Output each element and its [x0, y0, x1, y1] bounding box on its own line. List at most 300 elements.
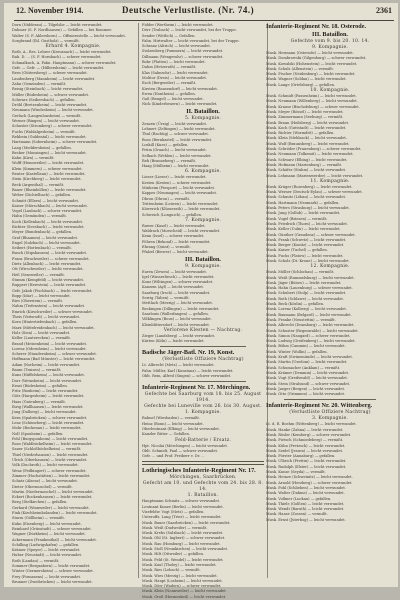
list-entry: Reuter (Kastellaun) — leicht verwundet. — [12, 172, 86, 177]
list-entry: Musk. Lorenz (Kolberg) — leicht verwundet. — [266, 307, 348, 312]
list-entry: Musk. Arnold (Herzberg) — schwer verwundet. — [266, 480, 353, 485]
list-entry: Kanzem (Ayl) — leicht verwundet. — [142, 285, 204, 290]
subsection-heading: 1. Kompagnie. — [184, 410, 222, 416]
list-entry: Beckingen (Dillingen) — leicht verwundet. — [142, 306, 220, 311]
list-entry: Musk. Schröder (Frauenburg) — schwer verwundet. — [266, 147, 362, 152]
subsection-heading: 6. Kompagnie. — [184, 169, 222, 175]
section-heading: II. Bataillon. — [186, 107, 220, 115]
subsection-heading: 9. Kompagnie. — [184, 263, 222, 269]
list-entry: Lenz (Schöneberg) — leicht verwundet. — [12, 420, 85, 425]
list-entry: Marx (Mittelreidenbach) — leicht verwundet. — [12, 325, 95, 330]
list-entry: Sauer (Schloßböckelheim) — vermißt. — [12, 447, 82, 452]
list-entry: Volk (Duchroth) — leicht verwundet. — [12, 463, 79, 468]
list-entry: Thul (Rachtig) — schwer verwundet. — [142, 132, 209, 137]
list-entry: Baum (Traisen) — vermißt. — [12, 368, 62, 372]
list-entry: Musk. Schumacher (Anklam) — vermißt. — [266, 365, 341, 370]
list-entry: Keller (Lauterecken) — vermißt. — [12, 336, 71, 341]
list-entry: Musk. Martin (Usedom) — leicht verwundet. — [266, 360, 348, 365]
header-title — [122, 5, 254, 15]
list-entry: Hauptmann Schmitz — schwer verwundet. — [142, 499, 221, 504]
list-entry: Dröhl (Bretzenheim) — leicht verwundet. — [12, 103, 88, 108]
page-header — [4, 3, 398, 19]
list-entry: Musk. Walter (Dahme) — leicht verwundet. — [266, 491, 345, 496]
subsection-heading: 11. Kompagnie. — [310, 178, 350, 184]
list-entry: Weber (Dichtelbach) — gefallen. — [12, 193, 72, 198]
list-entry: Kürten (Köln) — leicht verwundet. — [142, 339, 205, 344]
list-entry: Zimmer (Hochstätten) — leicht verwundet. — [12, 473, 91, 478]
list-entry: Völklingen (Bous) — leicht verwundet. — [142, 317, 212, 322]
list-entry: Musk. Schwarz (Elbing) — leicht verwundet. — [266, 157, 348, 162]
list-entry: Musk. Ries (Lebach) — vermißt. — [142, 568, 201, 573]
list-entry: Dieter (Obermoschel) — vermißt. — [12, 484, 73, 489]
list-entry: Euren (Zewen) — leicht verwundet. — [142, 269, 207, 274]
list-entry: Zieger (Landsberg) — leicht verwundet. — [142, 333, 216, 338]
list-entry: Stolzenberg (Pommern) — leicht verwundet. — [142, 49, 224, 54]
list-entry: Noll (Sponheim) — gefallen. — [12, 431, 64, 436]
list-entry: Schmitt (Ellern) — leicht verwundet. — [12, 198, 80, 203]
column-3 — [266, 23, 394, 583]
list-entry: Lang (Meddersheim) — gefallen. — [12, 145, 72, 150]
list-entry: Musk. Krause (Bischofsburg) — schwer verwundet. — [266, 104, 360, 109]
subsection-heading: Verlorene Klesten — Nachtrag. — [163, 327, 243, 333]
list-entry: Musk. Franke (Neustettin) — vermißt. — [266, 317, 336, 322]
list-entry: Musk. Förster (Annaburg) — gefallen. — [266, 454, 336, 459]
header-page-number: 2361 — [376, 6, 392, 15]
list-entry: Musk. Stein (Stralsund) — schwer verwundet. — [266, 381, 351, 386]
list-entry: Sommer (Bergzabern) — leicht verwundet. — [12, 563, 91, 568]
list-entry: Oblt. Schmidt, Paul — schwer verwundet. — [142, 448, 219, 453]
list-entry: Schranz (Altrich) — leicht verwundet. — [142, 44, 211, 49]
list-entry: Kunz (Hüffelsheim) — leicht verwundet. — [12, 373, 86, 378]
list-entry: Musk. Krüger (Rosenberg) — leicht verwundet. — [266, 184, 353, 189]
list-entry: Fuchs (Waldalgesheim) — vermißt. — [12, 129, 76, 134]
newspaper-page — [4, 3, 398, 599]
list-entry: Vizefeldw. Vogt (Metz) — gefallen. — [142, 510, 205, 514]
list-entry: Vogel (Laubach) — schwer verwundet. — [12, 209, 83, 214]
list-entry: Musk. Jäger (Bütow) — leicht verwundet. — [266, 280, 342, 285]
list-entry: Brand (Meisenheim) — leicht verwundet. — [12, 341, 88, 346]
list-entry: Dillmann (Wengerohr) — schwer verwundet. — [142, 54, 224, 59]
list-entry: Loskill (Kues) — gefallen. — [142, 142, 189, 147]
list-entry: Haas (Gutenberg) — vermißt. — [12, 399, 67, 404]
list-entry: Nick (Kinderbeuern) — leicht verwundet. — [142, 102, 218, 107]
list-entry: Musk. Kühn (Pretzsch) — leicht verwundet. — [266, 443, 346, 448]
list-entry: Zahn (Gemünden) — vermißt. — [12, 81, 67, 86]
list-entry: Rees (Güttersberg) — schwer verwundet. — [12, 71, 88, 76]
subsection-heading: 7. Kompagnie. — [184, 217, 222, 223]
list-entry: Musk. Rudolph (Elster) — leicht verwundet. — [266, 464, 347, 469]
section-rule — [160, 346, 246, 347]
list-entry: Graf (Rhaunen) — leicht verwundet. — [12, 235, 79, 240]
subsection-heading: 12. Kompagnie. — [310, 264, 350, 270]
list-entry: Musk. Hermann (Osterode) — leicht verwundet. — [266, 51, 354, 55]
list-entry: Musk. Dombrowski (Gilgenburg) — schwer verwundet. — [266, 56, 367, 61]
list-entry: Sender (Wittlich) — Gefallen. — [142, 33, 196, 38]
list-entry: Frey (Pirmasens) — leicht verwundet. — [12, 574, 82, 579]
list-entry: Haag (Mülheim) — leicht verwundet. — [142, 164, 210, 169]
list-entry: Selbach (Wehlen) — leicht verwundet. — [142, 153, 212, 158]
list-entry: Kesten (Kesten) — schwer verwundet. — [142, 180, 212, 185]
list-entry: Gefr. — Gefr. — (Hilbersheim) — leicht verwundet. — [12, 66, 105, 71]
list-entry: Stumm (Kempfeld) — leicht verwundet. — [12, 277, 85, 282]
list-entry: Musk. Haupt (Losheim) — leicht verwundet. — [142, 578, 223, 583]
list-entry: Musk. Wies (Merzig) — leicht verwundet. — [142, 573, 218, 578]
list-entry: Igel (Wasserliesch) — leicht verwundet. — [142, 274, 215, 279]
list-entry: Emrich (Kirschweiler) — schwer verwundet. — [12, 309, 93, 314]
section-heading: Lothringisches Infanterie-Regiment Nr. 17. — [142, 467, 256, 475]
list-entry: Götz (Hargesheim) — leicht verwundet. — [12, 394, 85, 399]
list-entry: Musk. Ludwig (Greifenberg) — leicht verwundet. — [266, 339, 356, 344]
list-entry: Konz (Wiltingen) — schwer verwundet. — [142, 280, 214, 285]
header-issue: (Nr. 74.) — [218, 5, 255, 15]
list-entry: Musk. Schmidt (Passenheim) — leicht verwundet. — [266, 94, 357, 99]
list-entry: Musk. Hofmann (Marienburg) — vermißt. — [266, 162, 343, 167]
list-entry: Musk. Vogt (Greifswald) — leicht verwundet. — [266, 376, 348, 381]
list-entry: Mettlach (Merzig) — leicht verwundet. — [142, 301, 213, 306]
list-entry: Musk. Weiß (Rummelsburg) — leicht verwundet. — [266, 275, 355, 280]
subsection-heading: 9. Kompagnie. — [311, 45, 349, 50]
list-entry: Hartmann (Sobernheim) — schwer verwundet. — [12, 140, 98, 145]
list-entry: Sturm (Göllheim) — vermißt. — [12, 516, 65, 521]
list-entry: Ruppert (Herrstein) — leicht verwundet. — [12, 283, 87, 288]
list-entry: Jung (Dalberg) — leicht verwundet. — [12, 410, 77, 415]
list-entry: Fidder (Wertheim) — leicht verwundet. — [142, 23, 214, 27]
list-entry: Nahm (Tiefenstein) — leicht verwundet. — [12, 304, 86, 309]
list-entry: Reinhard (Grünstadt) — schwer verwundet. — [12, 526, 92, 531]
list-entry: Hoffmann (Bad Münster) — leicht verwundet. — [12, 357, 96, 362]
list-entry: Stein (Kirchberg) — leicht verwundet. — [12, 177, 82, 182]
list-entry: Musk. Jaeger (Bergen) — leicht verwundet. — [266, 386, 346, 391]
list-entry: Huber (Neustadt) — leicht verwundet. — [12, 553, 83, 558]
list-entry: Winter (Germersheim) — schwer verwundet. — [12, 569, 94, 574]
list-entry: Musk. Hanke (Zahna) — leicht verwundet. — [266, 427, 344, 432]
list-entry: Dorr (Weinsheim) — leicht verwundet. — [12, 378, 83, 383]
list-entry: Kanzler Ritter — Gefallen. — [142, 432, 190, 437]
list-entry: Musk. Frank (Schwetz) — leicht verwundet. — [266, 237, 347, 242]
list-entry: Reh (Brauneberg) — vermißt. — [142, 158, 197, 163]
list-entry: Musk. Berger (Konitz) — leicht verwundet. — [266, 243, 345, 248]
list-entry: Musk. Krämer (Demmin) — leicht verwundet. — [266, 370, 350, 375]
list-entry: Eckert (Rockenhausen) — leicht verwundet. — [12, 495, 93, 500]
subsection-heading: Gefechte vom 9. bis 20. 10. 14. — [290, 39, 370, 44]
list-entry: Becker (Monzingen) — leicht verwundet. — [12, 150, 87, 155]
subsection-heading: Mörchingen, Saarbrücken. — [169, 475, 237, 481]
list-entry: Boos (Bernkastel) — leicht verwundet. — [142, 137, 213, 142]
column-divider-1 — [138, 23, 139, 578]
list-entry: Esch (Bergweiler) — vermißt. — [142, 81, 197, 86]
header-date: 12. November 1914. — [16, 6, 84, 15]
list-entry: Musk. Ohl (St. Ingbert) — schwer verwundet. — [142, 536, 226, 541]
list-entry: Ott (Wirschweiler) — leicht verwundet. — [12, 267, 84, 272]
list-entry: Minheim (Piesport) — leicht verwundet. — [142, 186, 216, 191]
list-entry: Musk. Ulbrich (Prettin) — leicht verwundet. — [266, 459, 347, 464]
list-entry: Korn (Hintertiefenbach) — gefallen. — [12, 320, 78, 325]
list-entry: Musk. Seidel (Jessen) — leicht verwundet. — [266, 448, 344, 453]
list-entry: Gerhard (Winnweiler) — leicht verwundet. — [12, 505, 90, 510]
list-entry: Beck (Argenthal) — vermißt. — [12, 182, 65, 187]
section-heading: Infanterie-Regiment Nr. 18. Osterode. — [266, 23, 367, 30]
list-entry: Thiel (Niederhausen) — leicht verwundet. — [12, 452, 89, 457]
list-entry: Schatz (Alsenz) — leicht verwundet. — [12, 479, 78, 484]
list-entry: Lieser (Lieser) — leicht verwundet. — [142, 175, 207, 180]
column-2 — [142, 23, 264, 599]
list-entry: Musk. Kaiser (Tuchel) — gefallen. — [266, 248, 328, 253]
list-entry: Musk. Heinze (Schweinitz) — leicht verwundet. — [266, 475, 353, 480]
list-entry: Roth (Landau) — vermißt. — [12, 558, 60, 563]
list-entry: Rehbein (Guldental) — leicht verwundet. — [12, 134, 87, 139]
list-entry: Musk. Klein (Nonnweiler) — leicht verwundet. — [142, 589, 227, 594]
list-entry: Oberleutnant (Elbing) — leicht verwundet. — [142, 426, 220, 431]
list-entry: Musk. Ernst (Jüterbog) — leicht verwundet. — [266, 517, 346, 522]
list-entry: Musk. Schäfer (Stuhm) — leicht verwundet. — [266, 168, 347, 173]
subsection-heading: (Verlustliste Offiziere Nachtrag) — [289, 410, 371, 416]
list-entry: Musk. Möller (Schlochau) — vermißt. — [266, 270, 335, 275]
list-entry: Musk. Kunze (Seyda) — vermißt. — [266, 470, 326, 475]
subsection-heading: 10. Kompagnie. — [310, 88, 350, 94]
list-entry: Musk. Rau (Homburg) — leicht verwundet. — [142, 541, 221, 546]
list-entry: Rotb, A., Res. Lehrer (Kreuznach) — leicht verwundet. — [12, 50, 112, 55]
list-entry: Musk. Peters (Strasburg) — leicht verwundet. — [266, 206, 350, 211]
list-entry: Musk. Baumann (Belgard) — leicht verwundet. — [266, 312, 352, 317]
list-entry: Föhren (Bekond) — leicht verwundet. — [142, 239, 211, 244]
list-entry: Musk. Keller (Culm) — leicht verwundet. — [266, 227, 341, 232]
list-entry: Müller (Rüdesheim) — schwer verwundet. — [12, 92, 90, 97]
list-entry: Musk. Neumann (Tolkemit) — leicht verwundet. — [266, 152, 354, 157]
subsection-heading: Gefechte bei Saarburg vom 18. bis 25. August 1914. — [144, 392, 262, 404]
list-entry: Kuhn (Eisenberg) — leicht verwundet. — [12, 521, 82, 526]
list-entry: Dorn (Nidderau) — Tilgelslie — leicht verwundet. — [12, 23, 103, 27]
list-entry: Klas (Salmrohr) — leicht verwundet. — [142, 70, 209, 75]
list-entry: Sorgbrand (Ihl. Gustholz) — vermißt. — [12, 38, 80, 43]
list-entry: Dörr (Trabach) — leicht verwundet, bei der Truppe. — [142, 28, 237, 33]
column-1 — [12, 23, 134, 583]
subsection-heading: Gefechte bei Luneville vom 26. bis 30. August. — [144, 404, 262, 410]
list-entry: Brunner (Zweibrücken) — leicht verwundet. — [12, 579, 93, 584]
list-entry: Musk. Braun (Heilsberg) — leicht verwundet. — [266, 120, 350, 125]
list-entry: Ernst (Rüdesheim) — gefallen. — [12, 383, 68, 388]
header-rule — [14, 20, 394, 21]
list-entry: Adam (Norheim) — leicht verwundet. — [12, 362, 81, 367]
list-entry: Musk. Groß (Hermeskeil) — leicht verwundet. — [142, 594, 227, 599]
list-entry: Hpt. Nicolai (Mörchingen) — leicht verwundet. — [142, 443, 228, 448]
list-entry: Koch (Kellenbach) — leicht verwundet. — [12, 219, 84, 224]
list-entry: Klein (Simmern) — schwer verwundet. — [12, 166, 83, 171]
list-entry: Musk. Dörr (Wadern) — schwer verwundet. — [142, 584, 222, 589]
list-entry: Theis (Veitsrodt) — leicht verwundet. — [12, 315, 81, 320]
list-entry: Leutnant Kunze (Berlin) — leicht verwundet. — [142, 504, 224, 509]
list-entry: Musk. Fuchs (Flatow) — leicht verwundet. — [266, 253, 344, 258]
list-entry: Wenz (Feilbingert) — schwer verwundet. — [12, 468, 87, 473]
subsection-heading: 3. Kompagnie. — [311, 416, 349, 422]
list-entry: Neumann (Windesheim) — leicht verwundet. — [12, 108, 94, 113]
list-entry: Musk. Rösler (Kemberg) — schwer verwundet. — [266, 433, 352, 437]
list-entry: Bauer (Rheinböllen) — leicht verwundet. — [12, 187, 87, 192]
subsection-heading: 1. Bataillon. — [187, 493, 219, 499]
list-entry: Musk. Richter (Wormditt) — gefallen. — [266, 131, 335, 136]
list-entry: Kleinblittersdorf — leicht verwundet. — [142, 322, 210, 327]
section-heading: Infanterie-Regiment Nr. 20. Wittenberg. — [266, 402, 373, 410]
list-entry: Fritz (Roxheim) — leicht verwundet. — [12, 389, 79, 394]
list-entry: Musk. Bauer (Saarbrücken) — leicht verwundet. — [142, 520, 231, 525]
list-entry: Berg (Dielkirchen) — gefallen. — [12, 500, 68, 505]
list-entry: Musk. Hartmann (Neumark) — gefallen. — [266, 200, 340, 205]
section-heading: Infanterie-Regiment Nr. 17. Mörchingen. — [142, 384, 251, 392]
list-entry: Kahn (Kirn) — vermißt. — [12, 156, 55, 161]
list-entry: Serrig (Taben) — vermißt. — [142, 296, 190, 301]
section-rule — [284, 399, 376, 400]
list-entry: Gaß (Bengel) — leicht verwundet. — [142, 97, 204, 102]
list-entry: Unteroffz. Lang (Trier) — leicht verwundet. — [142, 515, 222, 520]
list-entry: Laudenberg (Mannheim) — leicht verwundet. — [12, 76, 96, 81]
list-entry: Musk. Simon (Naugard) — schwer verwundet. — [266, 333, 351, 338]
list-entry: Fink (Kirchheimbolanden) — leicht verwundet. — [12, 511, 98, 516]
list-entry: Musk. Roth (Schlawe) — leicht verwundet. — [266, 296, 344, 301]
subsection-heading: Gefecht am 10. und Gefechte vom 24. bis 28. 8. 14. — [142, 481, 264, 493]
list-entry: Musk. Jung (Gollub) — leicht verwundet. — [266, 211, 341, 216]
list-entry: Franz (Bruchweiler) — schwer verwundet. — [12, 256, 90, 261]
list-entry: Musk. Winter (Wollin) — gefallen. — [266, 349, 328, 354]
list-entry: Köwerich (Klüsserath) — leicht verwundet. — [142, 207, 221, 212]
list-entry: Molitor (Dreis) — leicht verwundet. — [142, 75, 207, 80]
section-heading: Badische Jäger-Batl. Nr. 19, Konst. — [142, 349, 235, 357]
list-entry: Dietz (Allenbach) — leicht verwundet. — [12, 262, 82, 267]
list-entry: Musk. Albrecht (Dramburg) — leicht verwundet. — [266, 323, 355, 328]
list-entry: Schwarz (Seibersbach) — gefallen. — [12, 97, 76, 102]
list-entry: Musk. Stoll (Neunkirchen) — leicht verwundet. — [142, 547, 229, 552]
list-entry: Musk. Pietsch (Schmiedeberg) — vermißt. — [266, 438, 344, 443]
list-entry: Heß (Sensweiler) — vermißt. — [12, 272, 65, 277]
list-entry: Musk. Scholz (Dt.-Krone) — leicht verwundet. — [266, 258, 350, 263]
list-entry: Rab. D. ... (S. F. Hornbach) — schwer verwundet. — [12, 55, 102, 60]
list-entry: Busch (Stipshausen) — leicht verwundet. — [12, 251, 88, 256]
list-entry: Musk. Kaul (Tholey) — leicht verwundet. — [142, 562, 217, 567]
list-entry: Musk. Wolf (Braunsberg) — leicht verwundet. — [266, 141, 350, 146]
list-entry: Engel (Sulzbach) — leicht verwundet. — [12, 240, 81, 245]
list-entry: Musk. Feld (St. Wendel) — leicht verwundet. — [142, 557, 224, 562]
list-entry: Musk. Fischer (Neidenburg) — leicht verwundet. — [266, 72, 356, 77]
list-entry: Musk. Friedrich (Thorn) — leicht verwundet. — [266, 221, 348, 226]
list-entry: Kirsten (Bausendorf) — leicht verwundet. — [142, 86, 218, 91]
list-entry: Saarburg (Irsch) — leicht verwundet. — [142, 290, 211, 295]
list-entry: Roos (Waldböckelheim) — leicht verwundet. — [12, 442, 93, 447]
list-entry: Lt. d. R. Boehm (Wittenberg) — leicht verwundet. — [266, 422, 357, 427]
list-entry: Musk. Neumann (Willenberg) — leicht verwundet. — [266, 99, 358, 104]
list-entry: Musk. Hilt (Ottweiler) — gefallen. — [142, 552, 204, 557]
list-entry: Meyer (Bundenbach) — gefallen. — [12, 230, 73, 235]
subsection-heading: (Verlustliste Offiziere Nachtrag) — [162, 357, 244, 363]
list-entry: Kappes (Neumagen) — leicht verwundet. — [142, 191, 218, 196]
list-entry: Musk. Lange (Ortelsburg) — gefallen. — [266, 82, 336, 87]
list-entry: Ehrang (Quint) — vermißt. — [142, 244, 191, 249]
list-entry: Zenzen (Ürzig) — leicht verwundet. — [142, 121, 208, 126]
list-entry: Reisig (Steinbach) — leicht verwundet. — [12, 87, 84, 92]
section-rule — [142, 461, 264, 465]
list-entry: Scherer (Staudernheim) — schwer verwundet. — [12, 352, 97, 357]
header-title-text: Deutsche Verlustliste. — [122, 5, 216, 15]
list-entry: Gefr. ... und Prof. Freiherr v. Dr. ... — [142, 454, 205, 459]
list-entry: Musk. Schubert (Stolp) — leicht verwundet. — [266, 291, 347, 296]
list-entry: Musk. Meyer (Rössel) — leicht verwundet. — [266, 109, 344, 114]
list-entry: Dahmer (S. F. Nordhausen) — Gefallen — bei Rommee. — [12, 28, 113, 33]
list-entry: Seibert (Hottenbach) — vermißt. — [12, 246, 72, 251]
list-entry: Waldrach (Morscheid) — leicht verwundet. — [142, 229, 221, 234]
list-entry: Kenn (Issel) — schwer verwundet. — [142, 234, 205, 239]
list-entry: Martin (Niedermoschel) — leicht verwundet. — [12, 489, 94, 494]
list-entry: Ries (Oberstein) — vermißt. — [12, 299, 64, 304]
list-entry: Gerlach (Langenlonsheim) — vermißt. — [12, 113, 82, 118]
list-entry: Musk. Vogel (Briesen) — vermißt. — [266, 216, 328, 221]
list-entry: Musk. Lehmann (Marienwerder) — leicht verwundet. — [266, 173, 364, 178]
list-entry: Rahnel (Wiesbaden) — vermißt. — [142, 416, 201, 421]
list-entry: Musk. Böhm (Cammin) — leicht verwundet. — [266, 344, 346, 349]
list-entry: Richter (Seesbach) — leicht verwundet. — [12, 224, 85, 229]
list-entry: Fahn. Müller, Karl (Konstanz) — leicht verwundet. — [142, 368, 234, 373]
list-entry: Musk. Kraft (Swinemünde) — leicht verwundet. — [266, 355, 353, 360]
list-entry: Bohr (Platten) — leicht verwundet. — [142, 60, 206, 65]
list-entry: Lehnert (Zeltingen) — leicht verwundet. — [142, 127, 216, 132]
list-entry: Schweich (Longuich) — gefallen. — [142, 212, 203, 217]
list-entry: Musk. Zimmermann (Seeburg) — vermißt. — [266, 115, 344, 120]
list-entry: Schilling (Ludwigshafen) — gefallen. — [12, 542, 80, 547]
list-entry: Musk. Vollmer (Luckau) — gefallen. — [266, 496, 332, 501]
list-entry: Musk. Koch (Guttstadt) — leicht verwundet. — [266, 125, 347, 130]
list-entry: Musk. Weiß (Dudweiler) — vermißt. — [142, 525, 208, 530]
list-entry: Musk. Schmitz (Löbau) — leicht verwundet. — [266, 195, 347, 200]
list-entry: Ulrich (Oberhausen) — leicht verwundet. — [12, 458, 88, 463]
section-heading: III. Bataillon. — [185, 255, 221, 263]
list-entry: Lt. Albrecht (Metz) — leicht verwundet. — [142, 363, 215, 368]
subsection-heading: Feld-Batterie / Ersatz. — [175, 437, 231, 443]
list-entry: Dahm (Hetzerath) — vermißt. — [142, 65, 197, 70]
list-entry: Musk. Beck (Köslin) — gefallen. — [266, 302, 325, 307]
list-entry: Ihrig (Wallhausen) — leicht verwundet. — [12, 405, 84, 410]
list-entry: Werner (Bingen) — leicht verwundet. — [12, 119, 81, 124]
list-entry: Oblt. Rein, Alfred (Singen) — schwer verwundet. — [142, 374, 232, 379]
subsection-heading: Erhard 4. Kompagnie. — [45, 44, 101, 50]
list-entry: Trittenheim (Leiwen) — leicht verwundet. — [142, 201, 219, 206]
list-entry: Kaiser (Mörschbach) — leicht verwundet. — [12, 203, 88, 208]
list-entry: Fahn. Hirtwalter — leicht verwundet, bei der Truppe. — [142, 38, 240, 43]
list-entry: Bopp (Idar) — leicht verwundet. — [12, 293, 71, 298]
list-entry: Musk. Krebs (Sulzbach) — leicht verwundet. — [142, 531, 224, 536]
list-entry: Kern (Spabrücken) — schwer verwundet. — [12, 415, 88, 420]
subsection-heading: 5. Kompagnie. — [184, 115, 222, 121]
list-entry: Pohl (Burgsponheim) — leicht verwundet. — [12, 436, 89, 441]
list-entry: Musk. Schulz (Allenstein) — vermißt. — [266, 66, 334, 71]
list-entry: Mohr (Bockenau) — leicht verwundet. — [12, 426, 82, 431]
list-entry: Musk. Kowalski (Hohenstein) — leicht verwundet. — [266, 61, 358, 66]
list-entry: Musk. Schuster (Regenwalde) — leicht verwundet. — [266, 328, 359, 333]
list-entry: Krämer (Speyer) — leicht verwundet. — [12, 548, 81, 553]
list-entry: Ewen (Hontheim) — gefallen. — [142, 91, 196, 96]
section-heading: III. Bataillon. — [312, 31, 348, 38]
list-entry: Ruwer (Kasel) — leicht verwundet. — [142, 223, 206, 228]
list-entry: Musk. Günther (Graudenz) — schwer verwundet. — [266, 232, 356, 237]
list-entry: Schmalkuch, A. Fahn. Hauptmann) — schwer verwundet. — [12, 60, 117, 65]
list-entry: Dhron (Dhron) — vermißt. — [142, 196, 191, 201]
list-entry: Prüm (Graach) — leicht verwundet. — [142, 148, 207, 153]
list-entry: Musk. Thiele (Golßen) — leicht verwundet. — [266, 501, 345, 506]
list-entry: Wolff (Hennweiler) — leicht verwundet. — [12, 161, 85, 166]
list-entry: Wagner (Dürkheim) — leicht verwundet. — [12, 532, 86, 537]
list-entry: Musk. Haase (Zossen) — vermißt. — [266, 512, 328, 517]
list-entry: Musk. Klein (Mehlsack) — leicht verwundet. — [266, 136, 347, 141]
list-entry: Gefr. Jakob (Fischbach) — leicht verwundet. — [12, 288, 93, 293]
list-entry: Schuster (Stromberg) — schwer verwundet. — [12, 124, 93, 129]
list-entry: Holz (Sien) — leicht verwundet. — [12, 330, 71, 335]
list-entry: Musk. Wendt (Baruth) — leicht verwundet. — [266, 507, 345, 512]
section-rule — [160, 381, 246, 382]
